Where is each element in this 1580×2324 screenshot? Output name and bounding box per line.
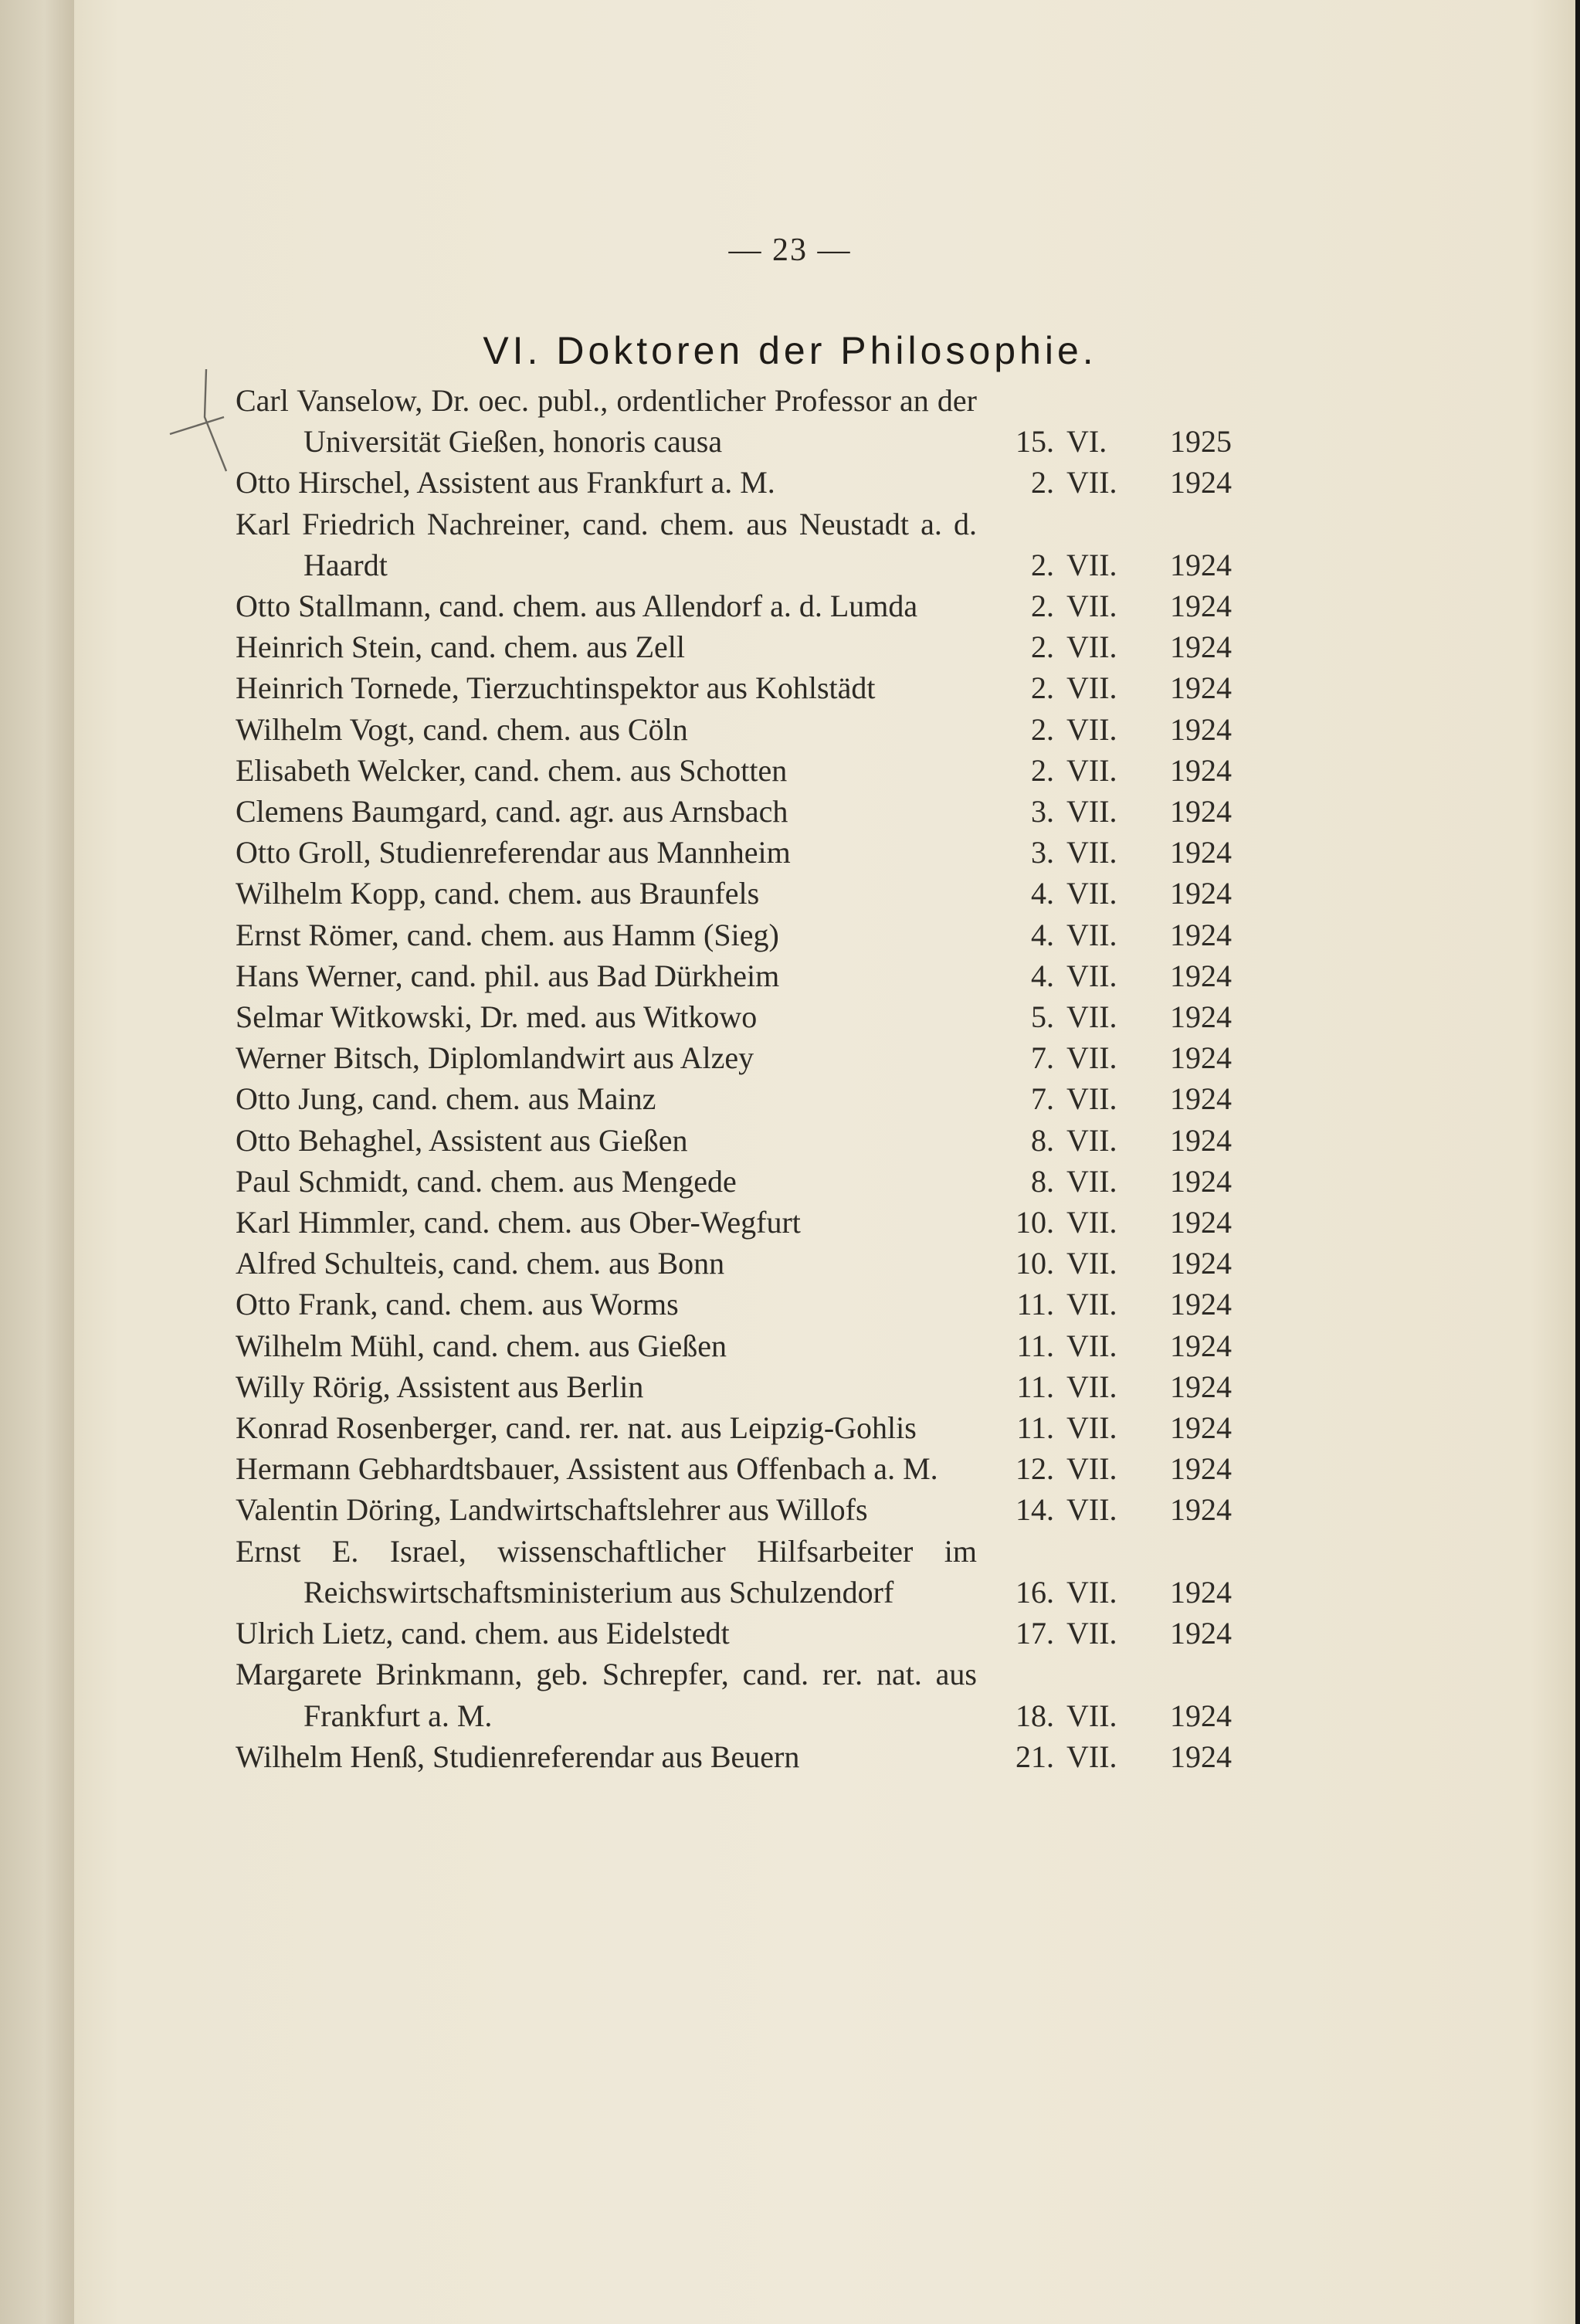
list-item [236,585,1239,626]
entry-day: 7. [1031,1040,1054,1076]
entry-day: 2. [1031,589,1054,624]
entry-year: 1924 [1170,1616,1232,1651]
entry-month: VII. [1066,1739,1117,1774]
entry-day: 18. [1015,1698,1054,1733]
entry-name: Otto Jung, cand. chem. aus Mainz [236,1081,656,1117]
entry-year: 1924 [1170,958,1232,993]
entry-day: 5. [1031,999,1054,1035]
entry-year: 1924 [1170,1739,1232,1774]
entry-year: 1924 [1170,1369,1232,1404]
entry-month: VI. [1066,424,1107,460]
entry-year: 1924 [1170,1246,1232,1281]
entry-year: 1924 [1170,752,1232,788]
entry-name: Ernst E. Israel, wissenschaftlicher Hilfsarbeiter im Reichswirtschaftsministerium aus Schulzendorf [236,1533,977,1610]
entry-month: VII. [1066,629,1117,665]
entry-day: 10. [1015,1205,1054,1240]
entry-day: 11. [1016,1287,1054,1322]
entry-name: Margarete Brinkmann, geb. Schrepfer, cand. rer. nat. aus Frankfurt a. M. [236,1657,977,1733]
entry-year: 1924 [1170,1040,1232,1076]
list-item [236,462,1239,503]
entry-day: 2. [1031,465,1054,500]
entry-month: VII. [1066,465,1117,500]
entry-year: 1924 [1170,629,1232,665]
entry-year: 1924 [1170,1205,1232,1240]
list-item [236,1161,1239,1202]
entry-name: Werner Bitsch, Diplomlandwirt aus Alzey [236,1040,754,1076]
entry-name: Carl Vanselow, Dr. oec. publ., ordentlicher Professor an der Universität Gießen, honoris causa [236,383,977,460]
entry-day: 2. [1031,711,1054,747]
entry-year: 1924 [1170,876,1232,911]
list-item [236,1654,1239,1735]
list-item [236,667,1239,708]
page-number: — 23 — [728,232,852,268]
list-item [236,380,1239,462]
list-item [236,1120,1239,1161]
entry-year: 1924 [1170,1287,1232,1322]
entry-year: 1925 [1170,424,1232,460]
entry-name: Alfred Schulteis, cand. chem. aus Bonn [236,1246,725,1281]
entry-day: 15. [1015,424,1054,460]
list-item [236,750,1239,791]
entry-day: 4. [1031,958,1054,993]
entry-day: 11. [1016,1369,1054,1404]
entry-year: 1924 [1170,711,1232,747]
list-item [236,996,1239,1037]
entry-year: 1924 [1170,1410,1232,1446]
doctorate-list [236,380,1239,1777]
entry-name: Wilhelm Mühl, cand. chem. aus Gießen [236,1328,727,1363]
entry-month: VII. [1066,1040,1117,1076]
entry-name: Otto Behaghel, Assistent aus Gießen [236,1122,688,1158]
entry-year: 1924 [1170,547,1232,582]
entry-year: 1924 [1170,835,1232,870]
entry-day: 10. [1015,1246,1054,1281]
entry-month: VII. [1066,999,1117,1035]
list-item [236,1284,1239,1325]
entry-month: VII. [1066,547,1117,582]
entry-day: 2. [1031,670,1054,706]
entry-month: VII. [1066,1616,1117,1651]
entry-name: Heinrich Stein, cand. chem. aus Zell [236,629,686,665]
entry-year: 1924 [1170,589,1232,624]
list-item [236,955,1239,996]
list-item [236,832,1239,873]
entry-year: 1924 [1170,1081,1232,1117]
list-item [236,1531,1239,1613]
entry-month: VII. [1066,1698,1117,1733]
entry-name: Otto Groll, Studienreferendar aus Mannheim [236,835,791,870]
entry-year: 1924 [1170,999,1232,1035]
entry-day: 11. [1016,1410,1054,1446]
list-item [236,1243,1239,1284]
list-item [236,1407,1239,1448]
entry-name: Otto Frank, cand. chem. aus Worms [236,1287,679,1322]
entry-month: VII. [1066,1451,1117,1487]
entry-year: 1924 [1170,670,1232,706]
entry-month: VII. [1066,589,1117,624]
list-item [236,1037,1239,1078]
entry-name: Wilhelm Vogt, cand. chem. aus Cöln [236,711,688,747]
entry-name: Willy Rörig, Assistent aus Berlin [236,1369,644,1404]
entry-year: 1924 [1170,917,1232,952]
entry-month: VII. [1066,835,1117,870]
entry-day: 12. [1015,1451,1054,1487]
section-heading: VI. Doktoren der Philosophie. [483,329,1097,372]
entry-name: Valentin Döring, Landwirtschaftslehrer aus Willofs [236,1492,868,1528]
list-item [236,626,1239,667]
entry-year: 1924 [1170,1574,1232,1610]
entry-name: Heinrich Tornede, Tierzuchtinspektor aus Kohlstädt [236,670,876,706]
list-item [236,914,1239,955]
list-item [236,709,1239,750]
entry-month: VII. [1066,1369,1117,1404]
entry-month: VII. [1066,1410,1117,1446]
entry-month: VII. [1066,1328,1117,1363]
entry-day: 2. [1031,547,1054,582]
entry-name: Paul Schmidt, cand. chem. aus Mengede [236,1163,737,1199]
entry-day: 2. [1031,752,1054,788]
list-item [236,791,1239,832]
list-item [236,1613,1239,1654]
entry-month: VII. [1066,917,1117,952]
entry-day: 8. [1031,1163,1054,1199]
entry-month: VII. [1066,876,1117,911]
entry-day: 2. [1031,629,1054,665]
list-item [236,504,1239,585]
entry-year: 1924 [1170,1163,1232,1199]
entry-month: VII. [1066,711,1117,747]
entry-day: 4. [1031,876,1054,911]
entry-name: Wilhelm Henß, Studienreferendar aus Beuern [236,1739,800,1774]
entry-name: Hans Werner, cand. phil. aus Bad Dürkheim [236,958,780,993]
list-item [236,1366,1239,1407]
entry-month: VII. [1066,1246,1117,1281]
entry-day: 4. [1031,917,1054,952]
entry-day: 17. [1015,1616,1054,1651]
entry-name: Ernst Römer, cand. chem. aus Hamm (Sieg) [236,917,779,952]
entry-month: VII. [1066,1163,1117,1199]
entry-year: 1924 [1170,1492,1232,1528]
list-item [236,1078,1239,1119]
entry-name: Clemens Baumgard, cand. agr. aus Arnsbach [236,794,788,830]
entry-name: Konrad Rosenberger, cand. rer. nat. aus Leipzig-Gohlis [236,1410,917,1446]
list-item [236,1736,1239,1777]
list-item [236,1448,1239,1489]
entry-day: 7. [1031,1081,1054,1117]
entry-month: VII. [1066,752,1117,788]
entry-year: 1924 [1170,1698,1232,1733]
entry-name: Wilhelm Kopp, cand. chem. aus Braunfels [236,876,760,911]
entry-year: 1924 [1170,1328,1232,1363]
entry-month: VII. [1066,1287,1117,1322]
entry-year: 1924 [1170,1451,1232,1487]
entry-year: 1924 [1170,1122,1232,1158]
entry-day: 16. [1015,1574,1054,1610]
entry-name: Ulrich Lietz, cand. chem. aus Eidelstedt [236,1616,730,1651]
entry-day: 21. [1015,1739,1054,1774]
entry-name: Otto Stallmann, cand. chem. aus Allendorf a. d. Lumda [236,589,918,624]
entry-name: Hermann Gebhardtsbauer, Assistent aus Offenbach a. M. [236,1451,938,1487]
list-item [236,1489,1239,1530]
entry-month: VII. [1066,1492,1117,1528]
list-item [236,1202,1239,1243]
entry-year: 1924 [1170,794,1232,830]
entry-day: 11. [1016,1328,1054,1363]
entry-day: 3. [1031,794,1054,830]
entry-name: Selmar Witkowski, Dr. med. aus Witkowo [236,999,758,1035]
entry-month: VII. [1066,1122,1117,1158]
entry-day: 8. [1031,1122,1054,1158]
entry-month: VII. [1066,794,1117,830]
list-item [236,1325,1239,1366]
entry-name: Otto Hirschel, Assistent aus Frankfurt a. M. [236,465,775,500]
entry-day: 3. [1031,835,1054,870]
entry-month: VII. [1066,1205,1117,1240]
entry-day: 14. [1015,1492,1054,1528]
list-item [236,873,1239,914]
entry-name: Karl Friedrich Nachreiner, cand. chem. aus Neustadt a. d. Haardt [236,506,977,582]
entry-year: 1924 [1170,465,1232,500]
entry-month: VII. [1066,670,1117,706]
entry-month: VII. [1066,1081,1117,1117]
entry-name: Elisabeth Welcker, cand. chem. aus Schotten [236,752,788,788]
entry-month: VII. [1066,1574,1117,1610]
entry-month: VII. [1066,958,1117,993]
entry-name: Karl Himmler, cand. chem. aus Ober-Wegfurt [236,1205,801,1240]
